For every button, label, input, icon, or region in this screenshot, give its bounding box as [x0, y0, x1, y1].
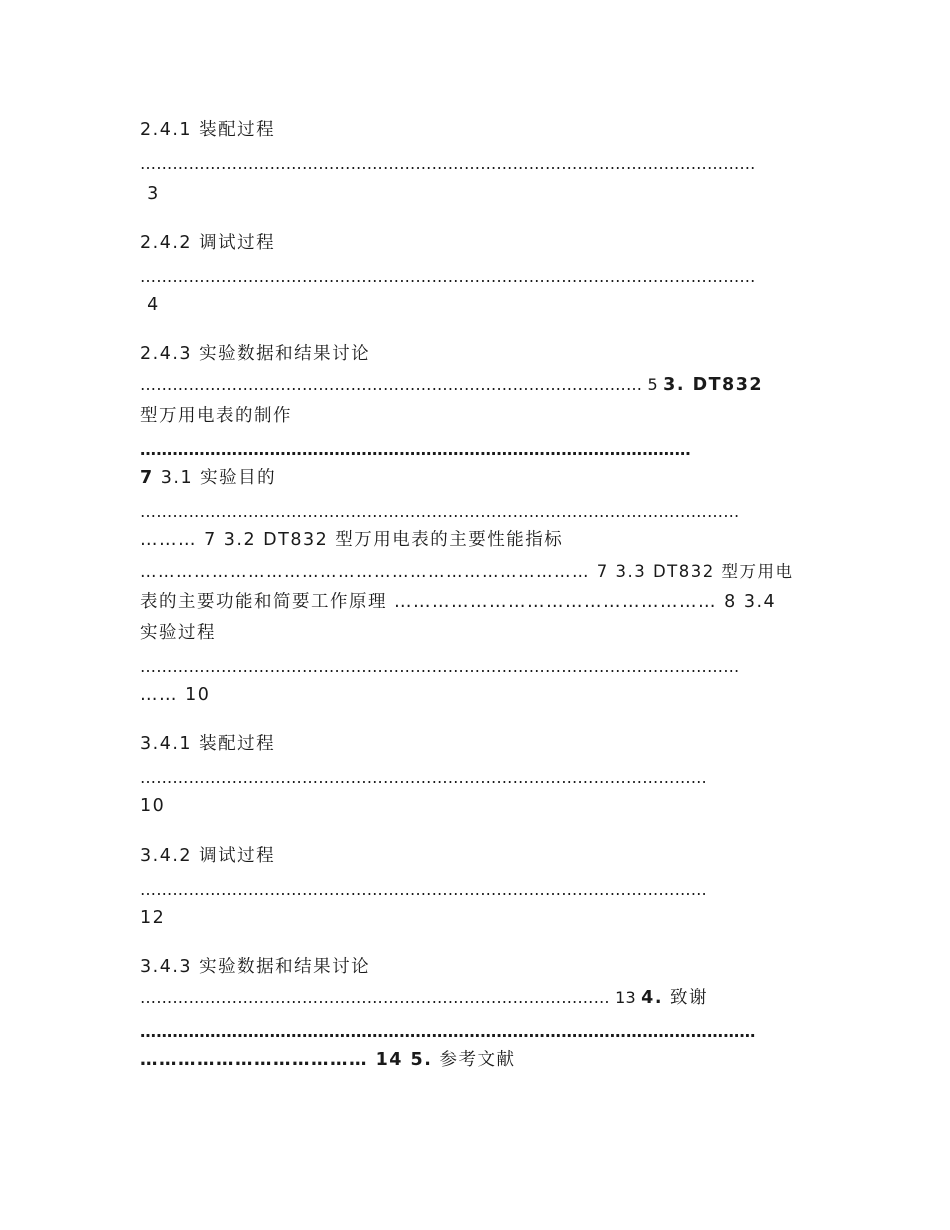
toc-entry-3-1-line [140, 466, 276, 490]
toc-page-number: 10 [140, 796, 166, 816]
toc-entry-3-2: ……… 7 3.2 DT832 型万用电表的主要性能指标 [140, 530, 564, 550]
toc-page-number: 7 [140, 468, 154, 488]
toc-entry-3-4-3: 3.4.3 实验数据和结果讨论 [140, 957, 371, 977]
toc-entry-2-4-2: 2.4.2 调试过程 [140, 233, 276, 253]
toc-entry-3-4-2: 3.4.2 调试过程 [140, 846, 276, 866]
toc-leader: …………………………………………………………………………… 13 [140, 988, 642, 1007]
toc-leader: ………………………………………………………………………………………………… [140, 502, 740, 521]
toc-page-number: 4 [140, 295, 160, 315]
toc-entry-5-line [140, 1048, 515, 1072]
toc-page-number: 3 [140, 184, 160, 204]
toc-entry-3-3-cont: 表的主要功能和简要工作原理 …………………………………………… 8 3.4 [140, 592, 777, 612]
toc-chapter-3: 3. DT832 [663, 375, 764, 395]
toc-leader: ………………………………………………………………………………………… [140, 440, 691, 459]
toc-leader: …………………………………………………………………………………………………… [140, 267, 756, 286]
toc-entry-4-line [140, 986, 708, 1010]
toc-entry-3-4-1: 3.4.1 装配过程 [140, 734, 276, 754]
toc-entry-3-4: 实验过程 [140, 623, 216, 643]
toc-leader: ……………………………… 14 5. [140, 1050, 433, 1070]
toc-chapter-5-title: 参考文献 [432, 1050, 516, 1070]
toc-leader: …………………………………………………………………………………………… [140, 768, 707, 787]
toc-page-number: 12 [140, 908, 166, 928]
toc-chapter-4-title: 致谢 [662, 988, 709, 1008]
toc-leader-line [140, 373, 763, 397]
toc-leader: ………………………………………………………………………………………………… [140, 657, 740, 676]
toc-leader: …………………………………………………………………………………………………… [140, 154, 756, 173]
toc-leader: …………………………………………………………………………………………… [140, 880, 707, 899]
toc-entry-3-1: 3.1 实验目的 [153, 468, 277, 488]
toc-chapter-3-title: 型万用电表的制作 [140, 406, 292, 426]
toc-entry-3-3: ………………………………………………………………… 7 3.3 DT832 型万用电 [140, 562, 794, 581]
toc-chapter-4-number: 4. [641, 988, 663, 1008]
toc-leader: ………………………………………………………………………………… 5 [140, 375, 664, 394]
toc-page-number: …… 10 [140, 685, 211, 705]
toc-entry-2-4-1: 2.4.1 装配过程 [140, 120, 276, 140]
toc-leader: …………………………………………………………………………………………………… [140, 1022, 756, 1041]
toc-entry-2-4-3: 2.4.3 实验数据和结果讨论 [140, 344, 371, 364]
